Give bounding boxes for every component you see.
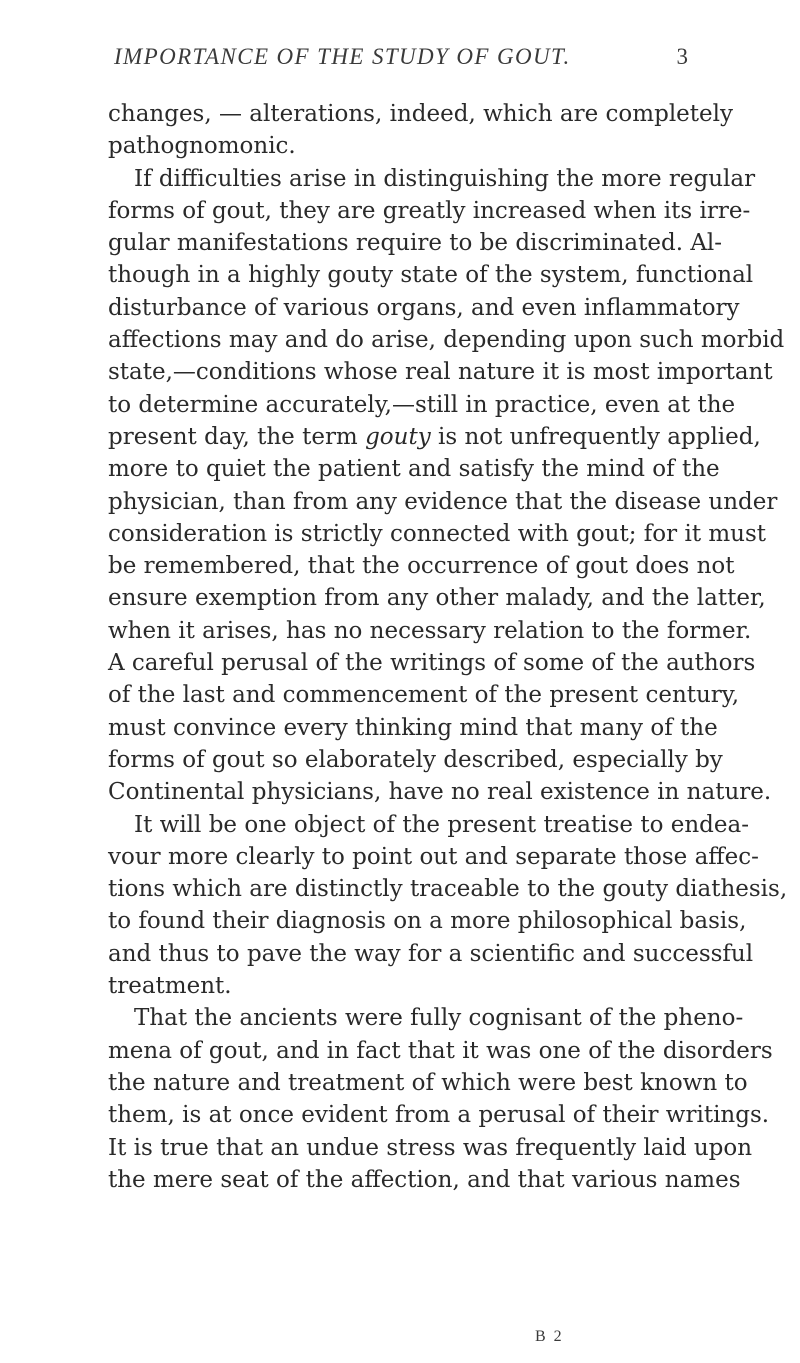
text-line: the mere seat of the affection, and that various names bbox=[108, 1166, 741, 1193]
text-line: It will be one object of the present treatise to endea- bbox=[134, 811, 749, 838]
text-line: It is true that an undue stress was frequently laid upon bbox=[108, 1134, 753, 1161]
text-line: more to quiet the patient and satisfy the mind of the bbox=[108, 456, 720, 483]
text-line: A careful perusal of the writings of some of the authors bbox=[108, 650, 756, 677]
text-line: pathognomonic. bbox=[108, 133, 296, 160]
text-line: them, is at once evident from a perusal of their writings. bbox=[108, 1102, 770, 1129]
text-line: Continental physicians, have no real existence in nature. bbox=[108, 779, 772, 806]
text-line: when it arises, has no necessary relation to the former. bbox=[108, 617, 752, 644]
text-line: to found their diagnosis on a more philosophical basis, bbox=[108, 908, 747, 935]
text-line: consideration is strictly connected with gout; for it must bbox=[108, 520, 767, 547]
italic-term: gouty bbox=[365, 423, 431, 450]
page-number: 3 bbox=[676, 44, 688, 69]
text-line: of the last and commencement of the present century, bbox=[108, 682, 740, 709]
text-line: That the ancients were fully cognisant of the pheno- bbox=[134, 1005, 744, 1032]
text-line: ensure exemption from any other malady, and the latter, bbox=[108, 585, 766, 612]
signature-mark: B 2 bbox=[535, 1328, 564, 1345]
text-line: to determine accurately,—still in practice, even at the bbox=[108, 391, 736, 418]
text-line: treatment. bbox=[108, 973, 232, 1000]
text-line: tions which are distinctly traceable to the gouty diathesis, bbox=[108, 876, 788, 903]
text-line: affections may and do arise, depending upon such morbid bbox=[108, 327, 785, 354]
text-line: forms of gout, they are greatly increased when its irre- bbox=[108, 197, 751, 224]
running-title: IMPORTANCE OF THE STUDY OF GOUT. bbox=[114, 44, 571, 69]
text-line: be remembered, that the occurrence of gout does not bbox=[108, 553, 735, 580]
text-line: changes, — alterations, indeed, which are completely bbox=[108, 101, 733, 127]
text-line: the nature and treatment of which were best known to bbox=[108, 1069, 748, 1096]
text-line: If difficulties arise in distinguishing the more regular bbox=[134, 165, 756, 192]
text-line: present day, the term gouty is not unfrequently applied, bbox=[108, 423, 761, 450]
text-line: vour more clearly to point out and separate those affec- bbox=[108, 843, 759, 870]
text-line: state,—conditions whose real nature it is most important bbox=[108, 359, 773, 386]
text-line: though in a highly gouty state of the system, functional bbox=[108, 262, 754, 289]
page-header bbox=[108, 40, 688, 76]
text-line: physician, than from any evidence that the disease under bbox=[108, 488, 778, 515]
text-line: gular manifestations require to be discriminated. Al- bbox=[108, 230, 723, 257]
text-line: must convince every thinking mind that many of the bbox=[108, 714, 718, 741]
body-text bbox=[108, 98, 788, 1196]
text-line: forms of gout so elaborately described, especially by bbox=[108, 746, 723, 773]
text-line: mena of gout, and in fact that it was one of the disorders bbox=[108, 1037, 773, 1064]
text-line: disturbance of various organs, and even inflammatory bbox=[108, 294, 740, 321]
text-line: and thus to pave the way for a scientific and successful bbox=[108, 940, 754, 967]
